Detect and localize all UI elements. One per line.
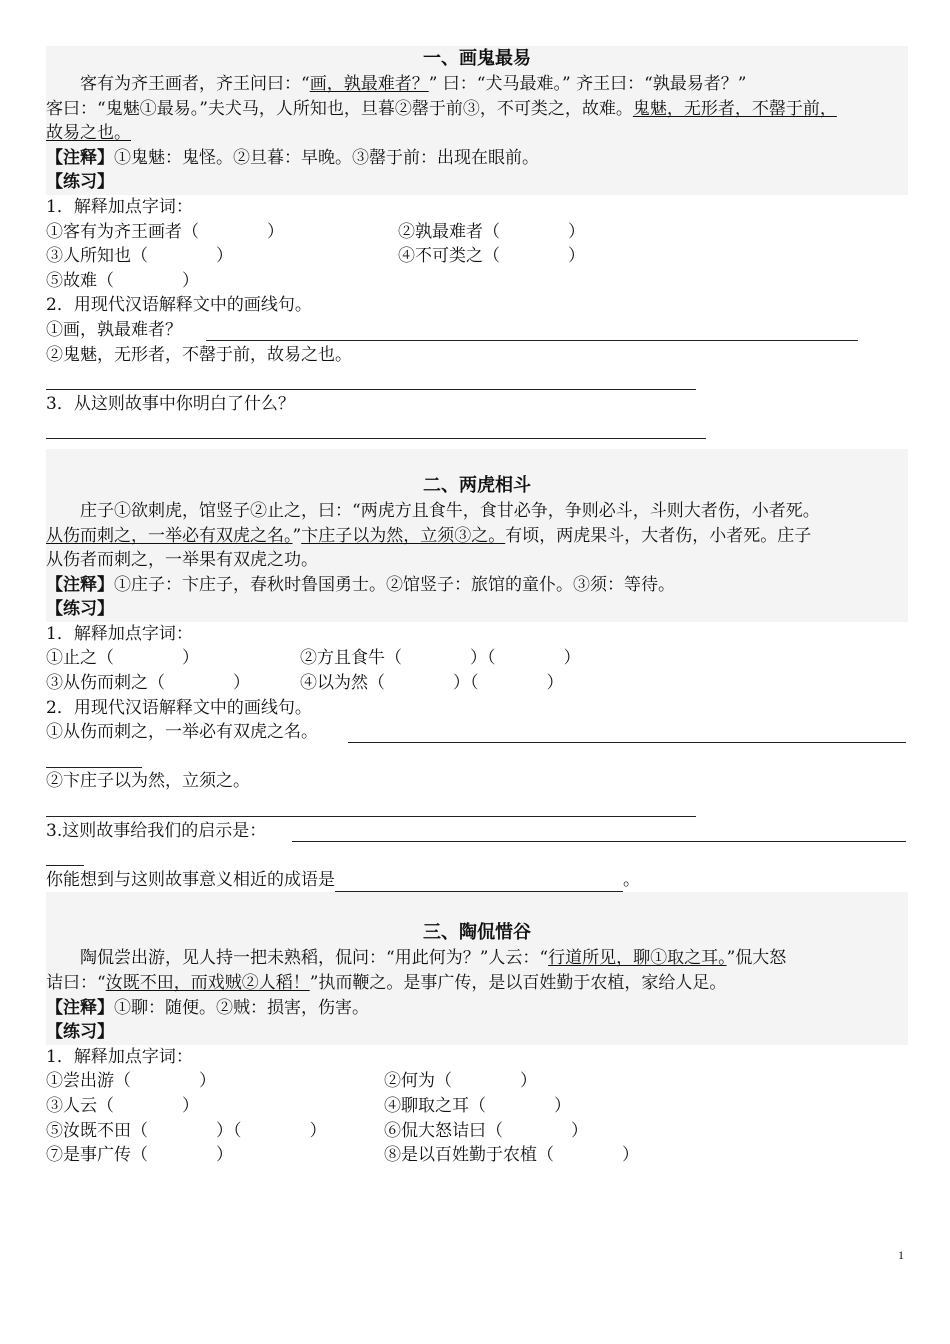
section-1-word-2: ②孰最难者（ ） xyxy=(398,221,585,242)
section-2-question-2: 2．用现代汉语解释文中的画线句。 xyxy=(46,697,312,718)
section-1-sentence-2: ②鬼魅，无形者，不罄于前，故易之也。 xyxy=(46,344,352,365)
section-1-word-3: ③人所知也（ ） xyxy=(46,246,233,267)
section-1-question-2: 2．用现代汉语解释文中的画线句。 xyxy=(46,295,312,316)
section-2-word-3: ③从伤而刺之（ ） xyxy=(46,673,250,694)
section-3-passage xyxy=(46,892,908,1044)
section-1-passage xyxy=(46,46,908,195)
section-1-question-3: 3．从这则故事中你明白了什么？ xyxy=(46,393,295,414)
section-3-word-4: ④聊取之耳（ ） xyxy=(384,1095,571,1116)
section-1-question-3-answer-row xyxy=(46,416,908,441)
section-3-word-5: ⑤汝既不田（ ）（ ） xyxy=(46,1120,327,1141)
section-2-title: 二、两虎相斗 xyxy=(423,474,531,496)
section-3-question-1: 1．解释加点字词： xyxy=(46,1046,193,1067)
section-2-question-4-end: 。 xyxy=(623,869,640,890)
section-1-word-4: ④不可类之（ ） xyxy=(398,246,585,267)
section-3-word-row-2 xyxy=(46,1094,908,1119)
section-2-word-1: ①止之（ ） xyxy=(46,648,199,669)
section-2-sentence-1-answer-row xyxy=(46,745,908,770)
section-2-text-line-3: 从伤者而刺之，一举果有双虎之功。 xyxy=(46,550,318,571)
section-3-word-row-4 xyxy=(46,1143,908,1168)
section-3-exercise-label: 【练习】 xyxy=(46,1022,114,1043)
worksheet-page xyxy=(46,46,908,1168)
section-1-word-5: ⑤故难（ ） xyxy=(46,270,199,291)
section-3-word-2: ②何为（ ） xyxy=(384,1071,537,1092)
answer-line[interactable] xyxy=(46,865,84,866)
section-2-word-row-1 xyxy=(46,646,908,671)
section-2-passage xyxy=(46,449,908,622)
answer-line[interactable] xyxy=(292,841,906,842)
section-3-text-line-2: 诘曰：“汝既不田，而戏贼②人稻！”执而鞭之。是事广传，是以百姓勤于农植，家给人足。 xyxy=(46,973,727,993)
answer-line[interactable] xyxy=(206,340,858,341)
section-2-question-3: 3.这则故事给我们的启示是： xyxy=(46,820,267,841)
section-3-word-8: ⑧是以百姓勤于农植（ ） xyxy=(384,1145,639,1166)
section-3-word-3: ③人云（ ） xyxy=(46,1095,199,1116)
section-2-sentence-2-answer-row xyxy=(46,794,908,819)
section-1-text-line-3: 故易之也。 xyxy=(46,123,131,144)
section-2-question-4: 你能想到与这则故事意义相近的成语是 xyxy=(46,869,335,890)
answer-line[interactable] xyxy=(46,767,142,768)
answer-line[interactable] xyxy=(46,816,696,817)
section-2-sentence-2: ②卞庄子以为然，立须之。 xyxy=(46,771,250,792)
section-2-sentence-1: ①从伤而刺之，一举必有双虎之名。 xyxy=(46,722,318,743)
section-3-word-1: ①尝出游（ ） xyxy=(46,1071,216,1092)
section-2-question-1: 1．解释加点字词： xyxy=(46,623,193,644)
section-3-word-6: ⑥侃大怒诘曰（ ） xyxy=(384,1120,588,1141)
section-1-exercise-label: 【练习】 xyxy=(46,172,114,193)
section-1-sentence-1: ①画，孰最难者？ xyxy=(46,319,182,340)
section-1-notes: 【注释】①鬼魅：鬼怪。②旦暮：早晚。③罄于前：出现在眼前。 xyxy=(46,147,539,168)
section-2-text-line-1: 庄子①欲刺虎，馆竖子②止之，曰：“两虎方且食牛，食甘必争，争则必斗，斗则大者伤，小者死。 xyxy=(80,500,820,521)
section-1-title: 一、画鬼最易 xyxy=(423,48,531,69)
page-number: 1 xyxy=(898,1248,904,1262)
section-1-sentence-1-row xyxy=(46,318,908,343)
section-2-question-3-row xyxy=(46,819,908,844)
section-2-word-2: ②方且食牛（ ）（ ） xyxy=(300,648,581,669)
answer-line[interactable] xyxy=(348,742,906,743)
answer-line[interactable] xyxy=(46,389,696,390)
idiom-answer-blank[interactable] xyxy=(335,873,623,892)
section-3-word-row-1 xyxy=(46,1069,908,1094)
section-2-question-3-answer-row xyxy=(46,843,908,868)
section-1-word-row-2 xyxy=(46,244,908,269)
section-1-question-1: 1．解释加点字词： xyxy=(46,196,193,217)
section-2-word-4: ④以为然（ ）（ ） xyxy=(300,673,564,694)
section-1-word-row-3 xyxy=(46,269,908,294)
answer-line[interactable] xyxy=(46,438,706,439)
section-1-sentence-2-answer-row xyxy=(46,367,908,392)
section-2-exercise-label: 【练习】 xyxy=(46,599,114,620)
section-2-sentence-1-row xyxy=(46,720,908,745)
section-2-question-4-row xyxy=(46,868,908,893)
section-2-word-row-2 xyxy=(46,671,908,696)
section-1-word-1: ①客有为齐王画者（ ） xyxy=(46,221,284,242)
section-2-text-line-2: 从伤而刺之，一举必有双虎之名。”卞庄子以为然，立须③之。有顷，两虎果斗，大者伤，小者死。庄子 xyxy=(46,525,812,546)
section-2-notes: 【注释】①庄子：卞庄子，春秋时鲁国勇士。②馆竖子：旅馆的童仆。③须：等待。 xyxy=(46,574,675,595)
section-3-text-line-1: 陶侃尝出游，见人持一把未熟稻，侃问：“用此何为？”人云：“行道所见，聊①取之耳。”侃大怒 xyxy=(80,948,787,969)
section-1-word-row-1 xyxy=(46,220,908,245)
section-3-word-7: ⑦是事广传（ ） xyxy=(46,1145,233,1166)
section-3-word-row-3 xyxy=(46,1119,908,1144)
section-1-text-line-2: 客曰：“鬼魅①最易。”夫犬马，人所知也，旦暮②罄于前③，不可类之，故难。鬼魅，无形者，不罄于前， xyxy=(46,98,837,119)
section-3-notes: 【注释】①聊：随便。②贼：损害，伤害。 xyxy=(46,997,369,1018)
section-3-title: 三、陶侃惜谷 xyxy=(423,922,531,944)
section-1-text-line-1: 客有为齐王画者，齐王问曰：“画，孰最难者？” 曰：“犬马最难。” 齐王曰：“孰最易者？” xyxy=(80,74,747,94)
